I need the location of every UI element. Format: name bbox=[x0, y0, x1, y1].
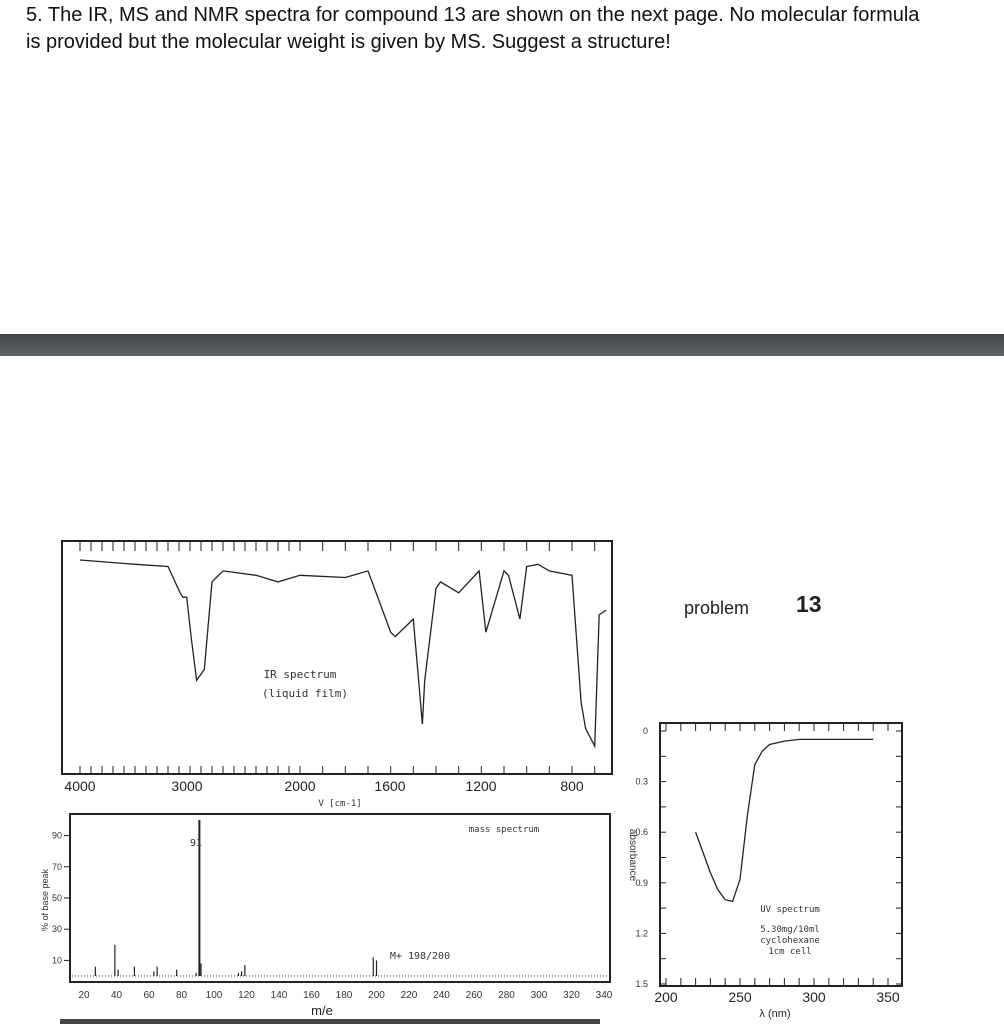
ms-molecular-ion-label: M+ 198/200 bbox=[389, 951, 451, 962]
ms-x-tick-labels bbox=[78, 990, 612, 1001]
ir-frame bbox=[62, 541, 612, 774]
ms-bars bbox=[95, 820, 376, 976]
ir-x-tick-label: 3000 bbox=[171, 778, 203, 794]
ir-x-tick-label: 4000 bbox=[64, 778, 96, 794]
ms-x-tick-label: 200 bbox=[368, 990, 385, 1001]
uv-y-tick-label: 0 bbox=[642, 726, 648, 736]
uv-x-tick-label: 350 bbox=[876, 989, 900, 1005]
uv-y-axis-label: absorbance bbox=[627, 828, 638, 882]
uv-y-tick-label: 1.5 bbox=[635, 979, 648, 989]
uv-y-tick-label: 1.2 bbox=[635, 928, 648, 939]
ms-y-tick-label: 50 bbox=[51, 893, 62, 903]
uv-condition-line: cyclohexane bbox=[760, 936, 820, 946]
ms-x-tick-label: 300 bbox=[530, 990, 548, 1001]
ir-x-tick-label: 2000 bbox=[284, 778, 316, 794]
ms-y-tick-label: 10 bbox=[51, 955, 62, 966]
uv-x-axis-label: λ (nm) bbox=[759, 1008, 791, 1020]
ms-x-tick-label: 40 bbox=[110, 990, 123, 1001]
uv-title: UV spectrum bbox=[760, 905, 820, 915]
ms-x-tick-label: 240 bbox=[433, 990, 450, 1001]
ms-x-tick-label: 160 bbox=[303, 990, 320, 1001]
problem-number: 13 bbox=[796, 591, 822, 617]
ms-x-tick-label: 220 bbox=[400, 990, 418, 1001]
ms-x-axis-label: m/e bbox=[311, 1003, 333, 1018]
ir-x-tick-label: 800 bbox=[560, 778, 584, 794]
ms-x-tick-label: 80 bbox=[175, 990, 188, 1001]
ms-x-tick-label: 60 bbox=[143, 990, 155, 1001]
uv-y-tick-label: 0.6 bbox=[635, 827, 648, 838]
ms-y-tick-labels bbox=[52, 831, 70, 966]
ir-subtitle: (liquid film) bbox=[261, 687, 349, 700]
ir-spectrum-line bbox=[80, 560, 606, 746]
ms-x-tick-label: 280 bbox=[498, 990, 515, 1001]
ir-x-tick-labels bbox=[64, 778, 583, 794]
uv-x-tick-label: 300 bbox=[802, 989, 826, 1005]
question-text: 5. The IR, MS and NMR spectra for compound 13 are shown on the next page. No molecular formula is provided but the molecular weight is given by MS. Suggest a structure! bbox=[26, 4, 920, 53]
ms-frame bbox=[70, 814, 610, 982]
ms-x-tick-label: 320 bbox=[563, 990, 580, 1001]
uv-x-tick-label: 200 bbox=[654, 989, 678, 1005]
uv-spectrum-line bbox=[696, 739, 874, 901]
ir-spectrum-panel bbox=[62, 541, 612, 809]
ms-y-tick-label: 90 bbox=[51, 830, 62, 841]
uv-x-tick-labels bbox=[654, 989, 900, 1005]
ms-peak-91-label: 91 bbox=[189, 838, 203, 849]
uv-conditions bbox=[760, 925, 820, 957]
uv-x-tick-label: 250 bbox=[728, 989, 752, 1005]
ms-x-tick-label: 340 bbox=[595, 990, 613, 1001]
ms-y-axis-label: % of base peak bbox=[40, 868, 50, 932]
ms-x-tick-label: 260 bbox=[465, 990, 483, 1001]
ms-x-tick-label: 140 bbox=[270, 990, 288, 1001]
ms-x-tick-label: 100 bbox=[205, 990, 223, 1001]
uv-spectrum-panel bbox=[627, 723, 902, 1020]
ms-x-tick-label: 180 bbox=[335, 990, 353, 1001]
ms-x-tick-label: 20 bbox=[78, 990, 90, 1001]
ir-minor-ticks bbox=[80, 541, 595, 774]
ms-y-tick-label: 70 bbox=[51, 861, 62, 872]
uv-condition-line: 5.30mg/10ml bbox=[760, 925, 820, 935]
problem-label: problem bbox=[684, 598, 750, 618]
uv-condition-line: 1cm cell bbox=[768, 947, 812, 957]
ir-x-axis-label: V [cm-1] bbox=[318, 799, 362, 809]
mass-spectrum-panel bbox=[40, 814, 613, 1018]
ms-y-tick-label: 30 bbox=[51, 924, 62, 935]
ir-x-tick-label: 1600 bbox=[374, 778, 406, 794]
bottom-rule bbox=[60, 1019, 600, 1024]
ms-x-tick-label: 120 bbox=[238, 990, 255, 1001]
ir-x-tick-label: 1200 bbox=[465, 778, 497, 794]
uv-y-tick-label: 0.3 bbox=[635, 776, 648, 787]
ir-title: IR spectrum bbox=[263, 668, 337, 681]
ms-title: mass spectrum bbox=[468, 825, 540, 835]
uv-y-tick-label: 0.9 bbox=[635, 877, 648, 888]
